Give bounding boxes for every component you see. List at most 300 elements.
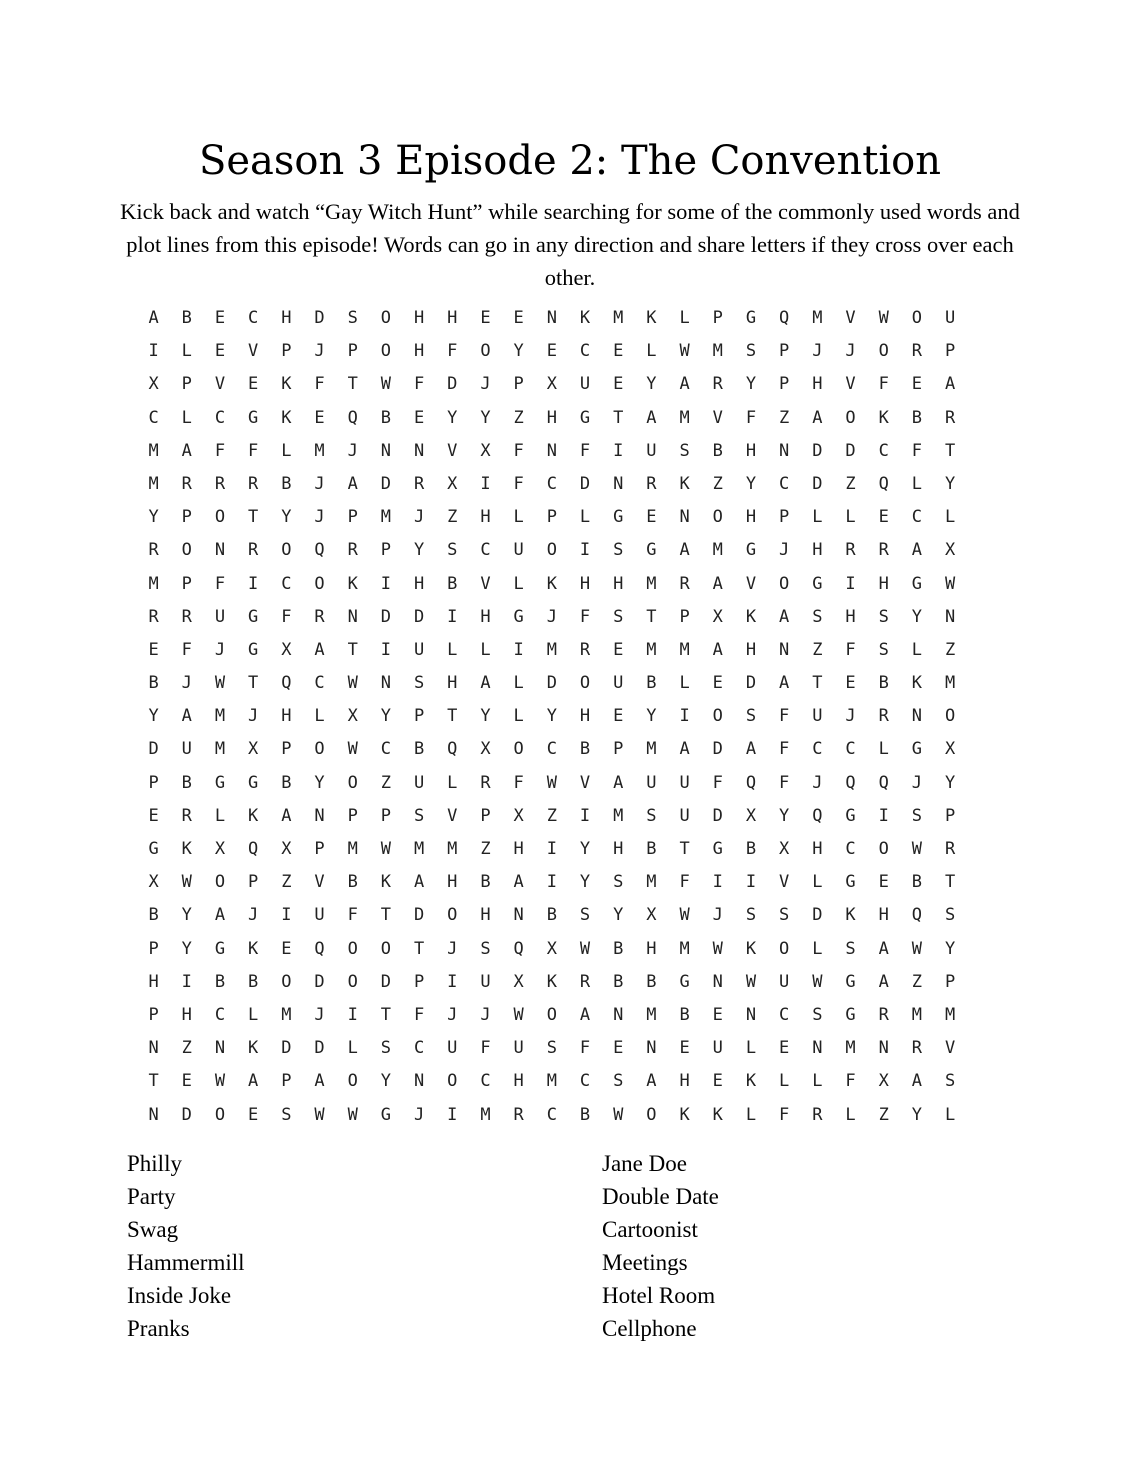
grid-letter: P: [712, 308, 723, 328]
grid-letter: D: [546, 673, 557, 694]
grid-letter: Y: [911, 1104, 923, 1125]
grid-letter: B: [181, 308, 192, 328]
grid-letter: M: [679, 639, 690, 660]
grid-letter: F: [248, 440, 259, 461]
grid-letter: Z: [779, 407, 790, 428]
grid-letter: B: [281, 772, 292, 793]
grid-letter: Y: [779, 805, 790, 826]
grid-letter: X: [745, 805, 757, 826]
grid-letter: T: [148, 1071, 159, 1092]
grid-letter: Q: [513, 938, 524, 959]
grid-letter: M: [148, 573, 159, 594]
grid-letter: F: [413, 374, 425, 395]
grid-letter: X: [712, 606, 723, 627]
grid-letter: N: [546, 308, 557, 328]
grid-letter: H: [513, 1071, 524, 1092]
grid-letter: J: [248, 706, 259, 727]
grid-letter: U: [613, 673, 624, 694]
grid-letter: U: [413, 772, 425, 793]
grid-letter: L: [779, 1071, 790, 1092]
grid-letter: J: [546, 606, 557, 627]
grid-letter: J: [812, 341, 823, 362]
grid-letter: S: [845, 938, 856, 959]
grid-letter: E: [281, 938, 292, 959]
grid-letter: O: [347, 971, 358, 992]
grid-letter: I: [579, 805, 591, 826]
grid-letter: E: [148, 639, 159, 660]
grid-letter: Y: [513, 341, 524, 362]
grid-letter: S: [281, 1104, 292, 1125]
grid-letter: I: [546, 872, 557, 893]
grid-letter: K: [679, 1104, 690, 1125]
grid-letter: C: [579, 341, 591, 362]
grid-letter: O: [712, 507, 723, 528]
grid-letter: R: [712, 374, 723, 395]
grid-letter: S: [745, 905, 757, 926]
grid-letter: U: [679, 805, 690, 826]
grid-letter: L: [513, 673, 524, 694]
grid-letter: H: [513, 839, 524, 859]
grid-letter: C: [845, 739, 856, 760]
grid-letter: Q: [878, 772, 889, 793]
grid-letter: F: [480, 1038, 491, 1059]
grid-letter: N: [413, 1071, 425, 1092]
grid-letter: G: [579, 407, 591, 428]
grid-letter: P: [148, 938, 159, 959]
grid-letter: K: [546, 573, 557, 594]
grid-letter: F: [214, 440, 226, 461]
grid-letter: C: [546, 1104, 557, 1125]
grid-letter: I: [148, 341, 159, 362]
grid-letter: R: [513, 1104, 524, 1125]
grid-letter: R: [214, 473, 226, 494]
grid-letter: E: [878, 872, 889, 893]
grid-letter: L: [248, 1004, 259, 1025]
grid-letter: A: [779, 673, 790, 694]
grid-letter: F: [679, 872, 690, 893]
grid-letter: A: [314, 1071, 325, 1092]
grid-letter: C: [214, 1004, 226, 1025]
grid-letter: H: [480, 905, 491, 926]
grid-letter: M: [546, 1071, 557, 1092]
grid-letter: N: [878, 1038, 889, 1059]
grid-letter: W: [546, 772, 557, 793]
grid-letter: W: [314, 1104, 325, 1125]
grid-letter: D: [380, 971, 392, 992]
grid-letter: T: [248, 673, 259, 694]
grid-letter: W: [745, 971, 757, 992]
grid-letter: H: [579, 573, 591, 594]
grid-letter: E: [613, 639, 624, 660]
grid-letter: M: [613, 805, 624, 826]
grid-letter: I: [745, 872, 757, 893]
grid-letter: G: [613, 507, 624, 528]
grid-letter: X: [878, 1071, 889, 1092]
grid-letter: L: [447, 772, 458, 793]
grid-letter: N: [148, 1104, 159, 1125]
grid-letter: Y: [181, 905, 192, 926]
grid-letter: W: [214, 1071, 226, 1092]
grid-letter: M: [480, 1104, 491, 1125]
grid-letter: N: [613, 1004, 624, 1025]
grid-letter: A: [911, 540, 923, 561]
grid-letter: N: [779, 639, 790, 660]
grid-letter: W: [712, 938, 723, 959]
grid-letter: G: [745, 308, 757, 328]
grid-letter: I: [878, 805, 889, 826]
grid-letter: H: [613, 573, 624, 594]
grid-letter: M: [812, 308, 823, 328]
grid-letter: X: [281, 639, 292, 660]
grid-letter: Y: [579, 839, 591, 859]
grid-letter: M: [613, 308, 624, 328]
grid-letter: D: [447, 374, 458, 395]
grid-letter: H: [745, 507, 757, 528]
grid-letter: G: [845, 872, 856, 893]
grid-letter: E: [148, 805, 159, 826]
grid-letter: S: [878, 639, 889, 660]
grid-letter: R: [845, 540, 856, 561]
grid-letter: R: [911, 1038, 923, 1059]
grid-letter: F: [314, 374, 325, 395]
grid-letter: I: [380, 639, 392, 660]
grid-letter: Y: [745, 374, 757, 395]
grid-letter: Y: [646, 706, 657, 727]
grid-letter: S: [779, 905, 790, 926]
grid-letter: A: [679, 739, 690, 760]
grid-letter: A: [148, 308, 159, 328]
grid-letter: X: [546, 374, 557, 395]
grid-letter: P: [281, 1071, 292, 1092]
grid-letter: D: [281, 1038, 292, 1059]
grid-letter: J: [314, 341, 325, 362]
grid-letter: P: [613, 739, 624, 760]
grid-letter: R: [911, 341, 923, 362]
grid-letter: I: [447, 606, 458, 627]
grid-letter: Z: [281, 872, 292, 893]
grid-letter: G: [679, 971, 690, 992]
grid-letter: O: [214, 1104, 226, 1125]
grid-letter: M: [447, 839, 458, 859]
grid-letter: M: [214, 706, 226, 727]
grid-letter: O: [779, 938, 790, 959]
grid-letter: C: [380, 739, 392, 760]
grid-row: [137, 335, 975, 368]
grid-letter: O: [779, 573, 790, 594]
grid-letter: A: [480, 673, 491, 694]
grid-letter: X: [546, 938, 557, 959]
grid-letter: W: [613, 1104, 624, 1125]
grid-letter: J: [845, 706, 856, 727]
grid-letter: H: [679, 1071, 690, 1092]
grid-letter: H: [646, 938, 657, 959]
grid-letter: E: [513, 308, 524, 328]
grid-letter: P: [779, 341, 790, 362]
grid-letter: C: [911, 507, 923, 528]
grid-letter: F: [779, 739, 790, 760]
grid-letter: F: [845, 639, 856, 660]
grid-letter: P: [281, 739, 292, 760]
grid-letter: N: [380, 673, 392, 694]
grid-letter: E: [314, 407, 325, 428]
grid-letter: B: [480, 872, 491, 893]
grid-letter: B: [148, 673, 159, 694]
grid-letter: I: [679, 706, 690, 727]
word-list-item: Pranks: [127, 1316, 190, 1341]
grid-letter: E: [613, 706, 624, 727]
grid-letter: H: [181, 1004, 192, 1025]
grid-letter: J: [314, 1004, 325, 1025]
grid-letter: Q: [779, 308, 790, 328]
word-list-left: [127, 1147, 245, 1345]
grid-letter: X: [281, 839, 292, 859]
grid-letter: B: [712, 440, 723, 461]
grid-letter: Y: [281, 507, 292, 528]
grid-letter: A: [679, 540, 690, 561]
grid-letter: W: [347, 673, 358, 694]
grid-letter: P: [181, 507, 192, 528]
grid-letter: N: [513, 905, 524, 926]
grid-row: [137, 733, 975, 766]
grid-letter: O: [480, 341, 491, 362]
grid-letter: F: [878, 374, 889, 395]
grid-letter: B: [646, 839, 657, 859]
grid-letter: K: [248, 1038, 259, 1059]
grid-row: [137, 501, 975, 534]
grid-letter: I: [380, 573, 392, 594]
grid-letter: P: [181, 573, 192, 594]
grid-letter: E: [911, 374, 923, 395]
grid-letter: X: [513, 971, 524, 992]
grid-row: [137, 966, 975, 999]
grid-letter: F: [712, 772, 723, 793]
grid-letter: T: [347, 374, 358, 395]
grid-letter: A: [181, 440, 192, 461]
grid-letter: H: [447, 308, 458, 328]
grid-letter: E: [248, 374, 259, 395]
grid-letter: O: [347, 1071, 358, 1092]
grid-letter: L: [579, 507, 591, 528]
grid-letter: E: [546, 341, 557, 362]
grid-letter: H: [480, 606, 491, 627]
grid-letter: S: [347, 308, 358, 328]
grid-letter: M: [944, 673, 956, 694]
grid-letter: N: [546, 440, 557, 461]
grid-letter: S: [447, 540, 458, 561]
grid-row: [137, 866, 975, 899]
grid-letter: Q: [845, 772, 856, 793]
grid-letter: X: [347, 706, 358, 727]
grid-letter: S: [413, 805, 425, 826]
grid-letter: C: [878, 440, 889, 461]
grid-letter: C: [579, 1071, 591, 1092]
grid-letter: D: [314, 308, 325, 328]
grid-letter: Y: [646, 374, 657, 395]
grid-letter: J: [447, 938, 458, 959]
grid-letter: Z: [878, 1104, 889, 1125]
grid-letter: K: [181, 839, 192, 859]
grid-letter: X: [447, 473, 458, 494]
grid-letter: H: [878, 573, 889, 594]
grid-letter: M: [148, 440, 159, 461]
grid-letter: G: [845, 805, 856, 826]
grid-letter: E: [613, 341, 624, 362]
grid-letter: H: [413, 573, 425, 594]
grid-letter: L: [745, 1104, 757, 1125]
grid-letter: A: [745, 739, 757, 760]
grid-letter: S: [812, 606, 823, 627]
grid-letter: D: [380, 473, 392, 494]
grid-row: [137, 568, 975, 601]
grid-letter: W: [679, 905, 690, 926]
grid-letter: Y: [447, 407, 458, 428]
grid-letter: A: [646, 407, 657, 428]
grid-letter: D: [413, 606, 425, 627]
grid-letter: S: [679, 440, 690, 461]
grid-letter: W: [347, 1104, 358, 1125]
grid-letter: V: [314, 872, 325, 893]
grid-letter: H: [613, 839, 624, 859]
grid-letter: U: [646, 440, 657, 461]
grid-letter: Y: [480, 706, 491, 727]
grid-letter: R: [646, 473, 657, 494]
grid-letter: W: [181, 872, 192, 893]
grid-letter: V: [845, 308, 856, 328]
grid-letter: U: [679, 772, 690, 793]
grid-letter: B: [413, 739, 425, 760]
grid-letter: G: [248, 606, 259, 627]
grid-letter: B: [546, 905, 557, 926]
grid-letter: M: [646, 872, 657, 893]
grid-letter: Z: [845, 473, 856, 494]
grid-letter: K: [911, 673, 923, 694]
grid-letter: U: [712, 1038, 723, 1059]
grid-letter: P: [413, 971, 425, 992]
grid-letter: M: [646, 573, 657, 594]
grid-letter: F: [579, 606, 591, 627]
grid-letter: M: [148, 473, 159, 494]
grid-letter: O: [878, 839, 889, 859]
grid-letter: O: [314, 573, 325, 594]
grid-letter: U: [944, 308, 956, 328]
grid-letter: U: [314, 905, 325, 926]
grid-letter: H: [812, 839, 823, 859]
grid-letter: B: [248, 971, 259, 992]
grid-letter: S: [579, 905, 591, 926]
grid-letter: J: [779, 540, 790, 561]
grid-letter: F: [779, 772, 790, 793]
grid-letter: C: [480, 1071, 491, 1092]
grid-letter: R: [679, 573, 690, 594]
grid-letter: R: [413, 473, 425, 494]
grid-letter: L: [878, 739, 889, 760]
grid-letter: N: [812, 1038, 823, 1059]
grid-letter: U: [513, 540, 524, 561]
grid-letter: S: [745, 706, 757, 727]
grid-letter: G: [248, 407, 259, 428]
grid-letter: M: [679, 938, 690, 959]
grid-letter: N: [911, 706, 923, 727]
grid-letter: E: [214, 308, 226, 328]
grid-letter: N: [380, 440, 392, 461]
grid-letter: E: [480, 308, 491, 328]
grid-letter: L: [513, 706, 524, 727]
grid-letter: D: [314, 1038, 325, 1059]
grid-letter: S: [613, 606, 624, 627]
grid-letter: K: [878, 407, 889, 428]
grid-letter: R: [148, 540, 159, 561]
grid-letter: B: [579, 739, 591, 760]
grid-letter: Y: [613, 905, 624, 926]
grid-letter: O: [380, 308, 392, 328]
grid-letter: D: [413, 905, 425, 926]
grid-letter: A: [181, 706, 192, 727]
grid-letter: K: [579, 308, 591, 328]
grid-letter: H: [281, 706, 292, 727]
grid-letter: M: [845, 1038, 856, 1059]
grid-letter: U: [413, 639, 425, 660]
grid-letter: M: [646, 639, 657, 660]
grid-letter: B: [878, 673, 889, 694]
grid-letter: W: [214, 673, 226, 694]
grid-letter: N: [646, 1038, 657, 1059]
grid-letter: L: [944, 507, 956, 528]
grid-letter: O: [181, 540, 192, 561]
grid-letter: H: [546, 407, 557, 428]
grid-letter: B: [347, 872, 358, 893]
grid-letter: Y: [181, 938, 192, 959]
grid-letter: I: [480, 473, 491, 494]
grid-letter: B: [579, 1104, 591, 1125]
grid-letter: J: [413, 1104, 425, 1125]
grid-row: [137, 634, 975, 667]
grid-letter: Y: [380, 706, 392, 727]
grid-letter: V: [214, 374, 226, 395]
grid-letter: K: [646, 308, 657, 328]
grid-letter: S: [613, 1071, 624, 1092]
grid-row: [137, 1032, 975, 1065]
grid-letter: X: [480, 440, 491, 461]
grid-letter: Z: [712, 473, 723, 494]
grid-row: [137, 833, 975, 866]
grid-letter: R: [347, 540, 358, 561]
grid-letter: M: [679, 407, 690, 428]
grid-letter: N: [712, 971, 723, 992]
grid-letter: S: [911, 805, 923, 826]
grid-letter: K: [546, 971, 557, 992]
grid-letter: O: [214, 507, 226, 528]
grid-letter: P: [148, 772, 159, 793]
grid-letter: B: [214, 971, 226, 992]
grid-letter: T: [447, 706, 458, 727]
grid-letter: C: [148, 407, 159, 428]
grid-letter: O: [214, 872, 226, 893]
grid-letter: G: [248, 772, 259, 793]
grid-letter: J: [845, 341, 856, 362]
grid-letter: B: [646, 971, 657, 992]
grid-letter: D: [745, 673, 757, 694]
grid-letter: L: [812, 507, 823, 528]
grid-letter: E: [712, 1071, 723, 1092]
grid-letter: N: [613, 473, 624, 494]
grid-letter: V: [845, 374, 856, 395]
grid-letter: Z: [546, 805, 557, 826]
grid-letter: K: [679, 473, 690, 494]
grid-letter: U: [513, 1038, 524, 1059]
grid-letter: F: [911, 440, 923, 461]
grid-letter: D: [579, 473, 591, 494]
word-list-item: Hotel Room: [602, 1283, 716, 1308]
